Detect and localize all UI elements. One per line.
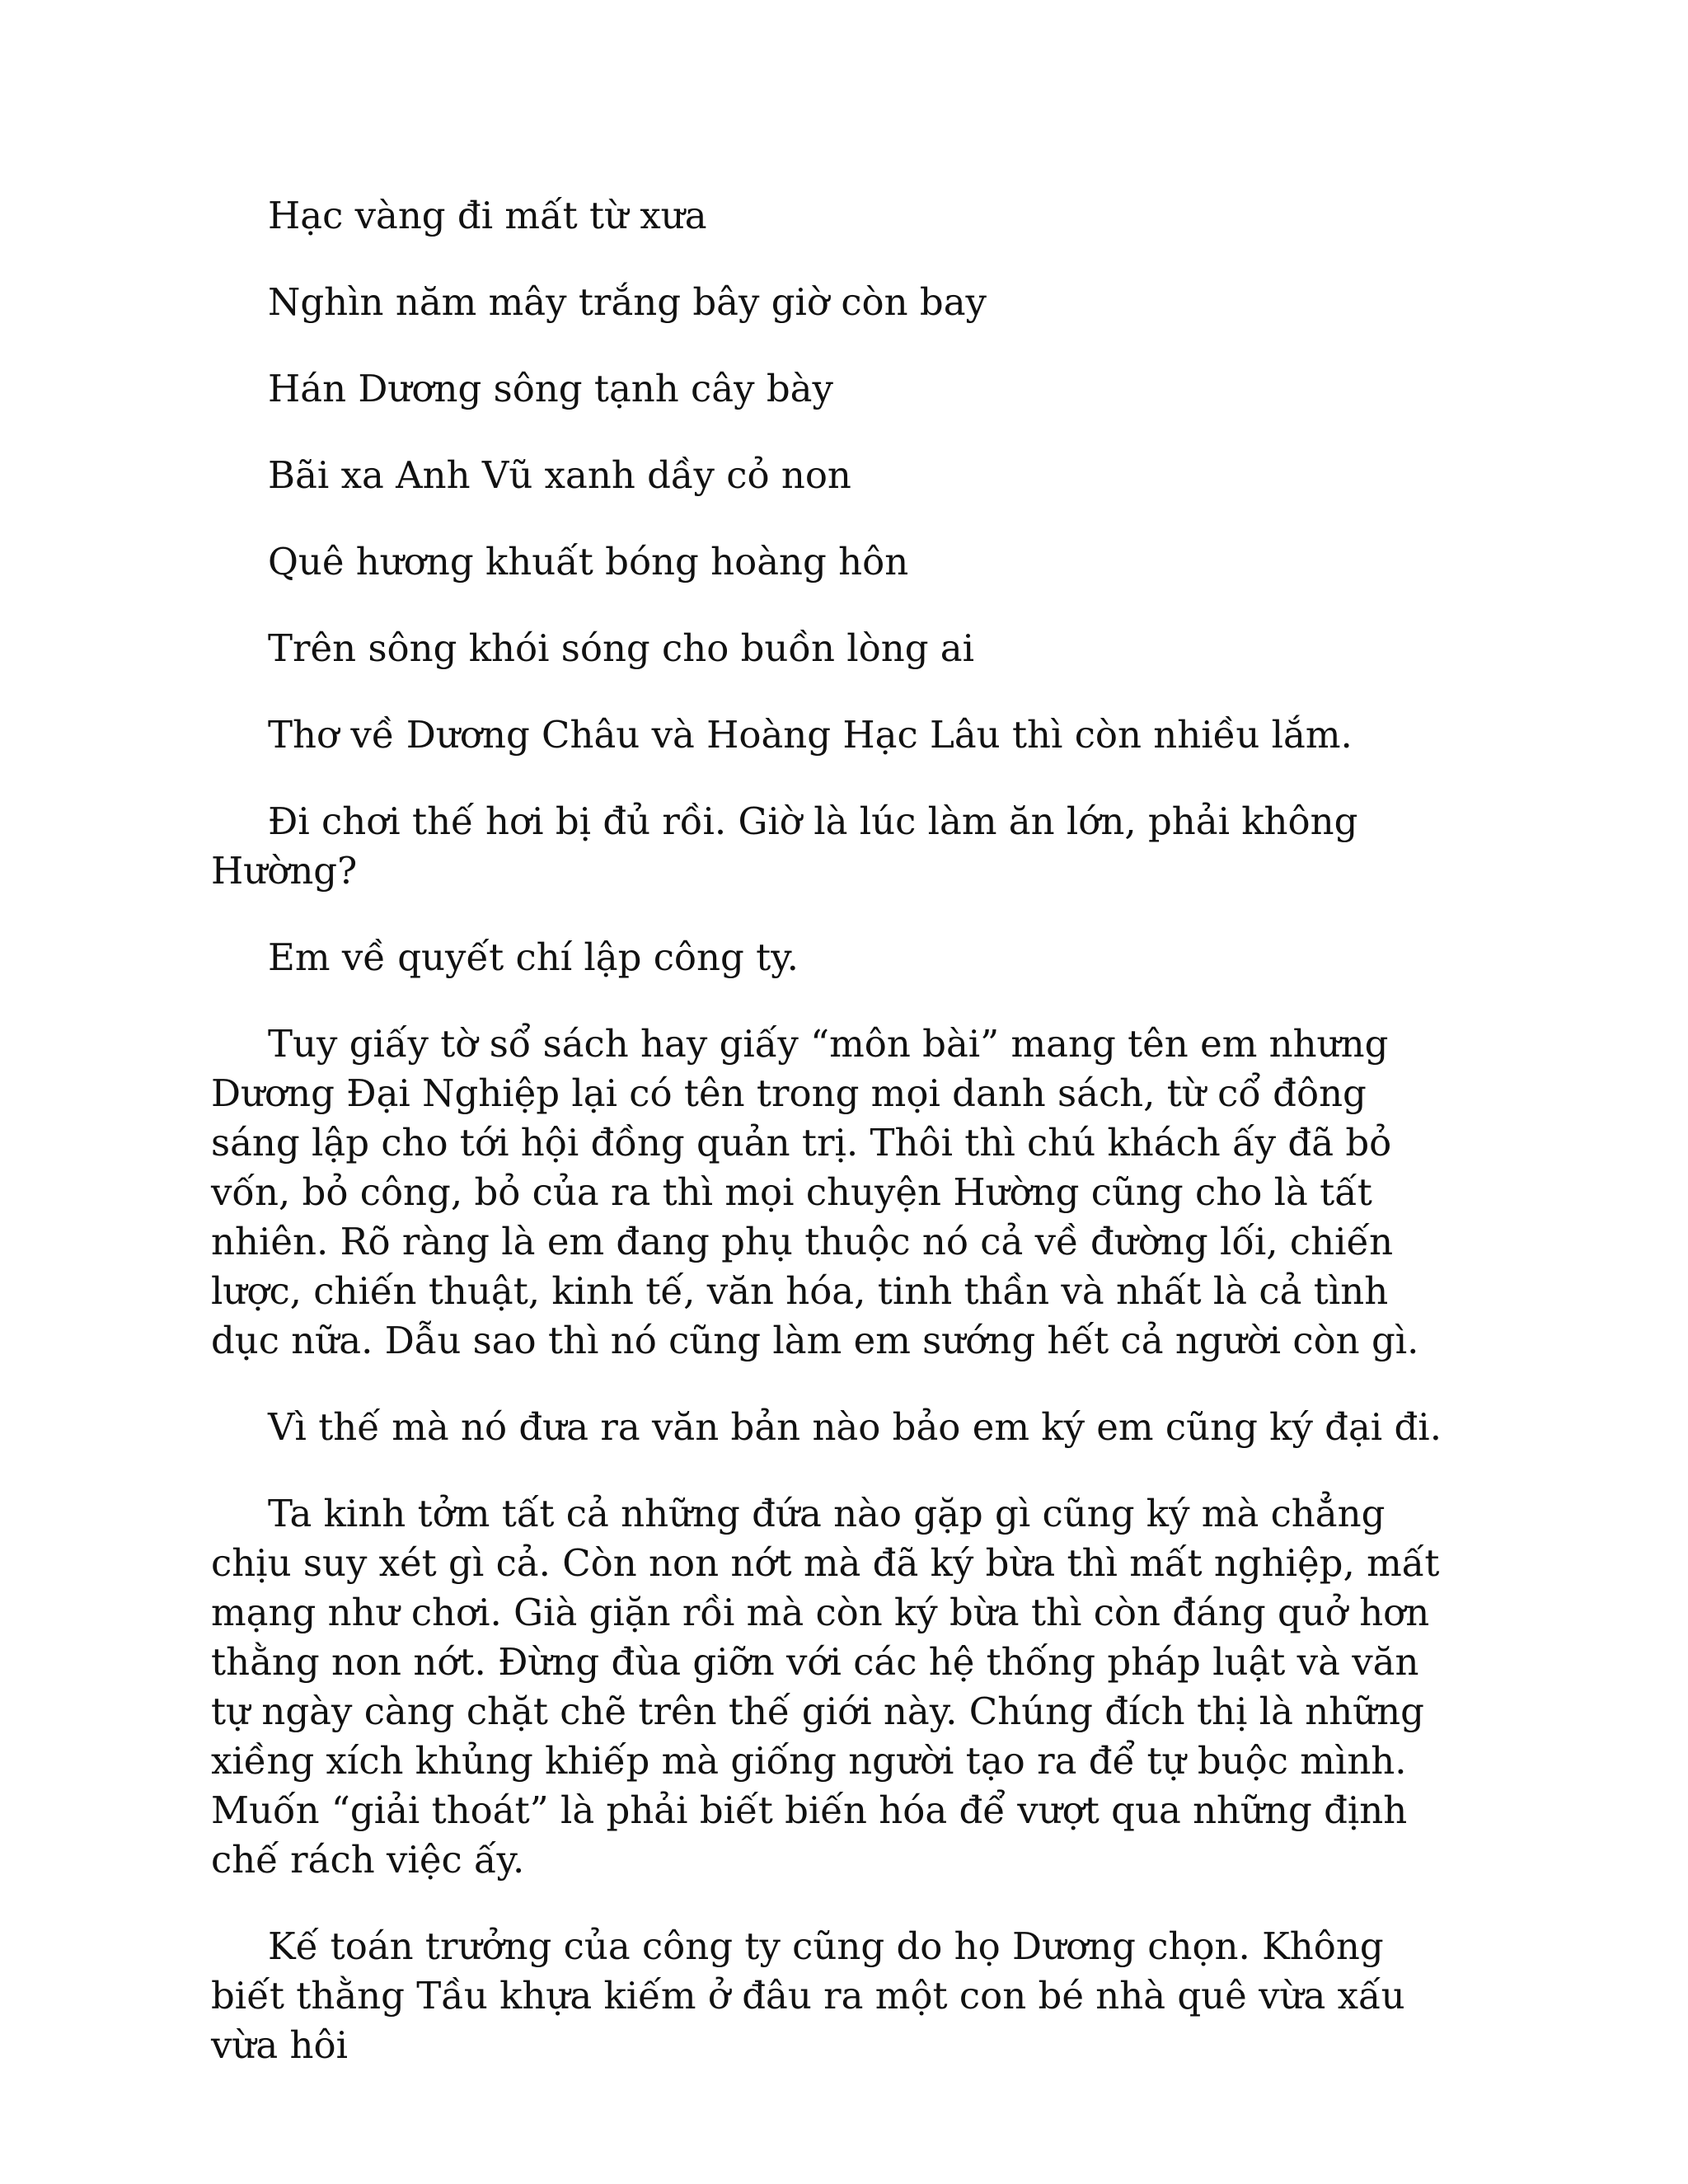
- poem-line-5: Quê hương khuất bóng hoàng hôn: [268, 540, 909, 583]
- paragraph-4: Tuy giấy tờ sổ sách hay giấy “môn bài” mang tên em nhưng Dương Đại Nghiệp lại có tên trong mọi danh sách, từ cổ đông sáng lập cho tới hội đồng quản trị. Thôi thì chú khách ấy đã bỏ vốn, bỏ công, bỏ của ra thì mọi chuyện Hường cũng cho là tất nhiên. Rõ ràng là em đang phụ thuộc nó cả về đường lối, chiến lược, chiến thuật, kinh tế, văn hóa, tinh thần và nhất là cả tình dục nữa. Dẫu sao thì nó cũng làm em sướng hết cả người còn gì.: [211, 1022, 1419, 1362]
- poem-line-1: Hạc vàng đi mất từ xưa: [268, 194, 707, 237]
- paragraph-5: Vì thế mà nó đưa ra văn bản nào bảo em ký em cũng ký đại đi.: [268, 1405, 1442, 1449]
- paragraph-1: Thơ về Dương Châu và Hoàng Hạc Lâu thì còn nhiều lắm.: [268, 713, 1353, 757]
- paragraph-7: Kế toán trưởng của công ty cũng do họ Dương chọn. Không biết thằng Tầu khựa kiếm ở đâu ra một con bé nhà quê vừa xấu vừa hôi: [211, 1924, 1405, 2067]
- body-text: [211, 191, 1464, 2107]
- paragraph-3: Em về quyết chí lập công ty.: [268, 935, 799, 979]
- poem-line-6: Trên sông khói sóng cho buồn lòng ai: [268, 626, 975, 670]
- poem-line-4: Bãi xa Anh Vũ xanh dầy cỏ non: [268, 453, 851, 497]
- poem-line-2: Nghìn năm mây trắng bây giờ còn bay: [268, 280, 987, 324]
- paragraph-2: Đi chơi thế hơi bị đủ rồi. Giờ là lúc làm ăn lớn, phải không Hường?: [211, 799, 1358, 893]
- paragraph-6: Ta kinh tởm tất cả những đứa nào gặp gì cũng ký mà chẳng chịu suy xét gì cả. Còn non nớt mà đã ký bừa thì mất nghiệp, mất mạng như chơi. Già giặn rồi mà còn ký bừa thì còn đáng quở hơn thằng non nớt. Đừng đùa giỡn với các hệ thống pháp luật và văn tự ngày càng chặt chẽ trên thế giới này. Chúng đích thị là những xiềng xích khủng khiếp mà giống người tạo ra để tự buộc mình. Muốn “giải thoát” là phải biết biến hóa để vượt qua những định chế rách việc ấy.: [211, 1492, 1440, 1882]
- poem-line-3: Hán Dương sông tạnh cây bày: [268, 367, 833, 410]
